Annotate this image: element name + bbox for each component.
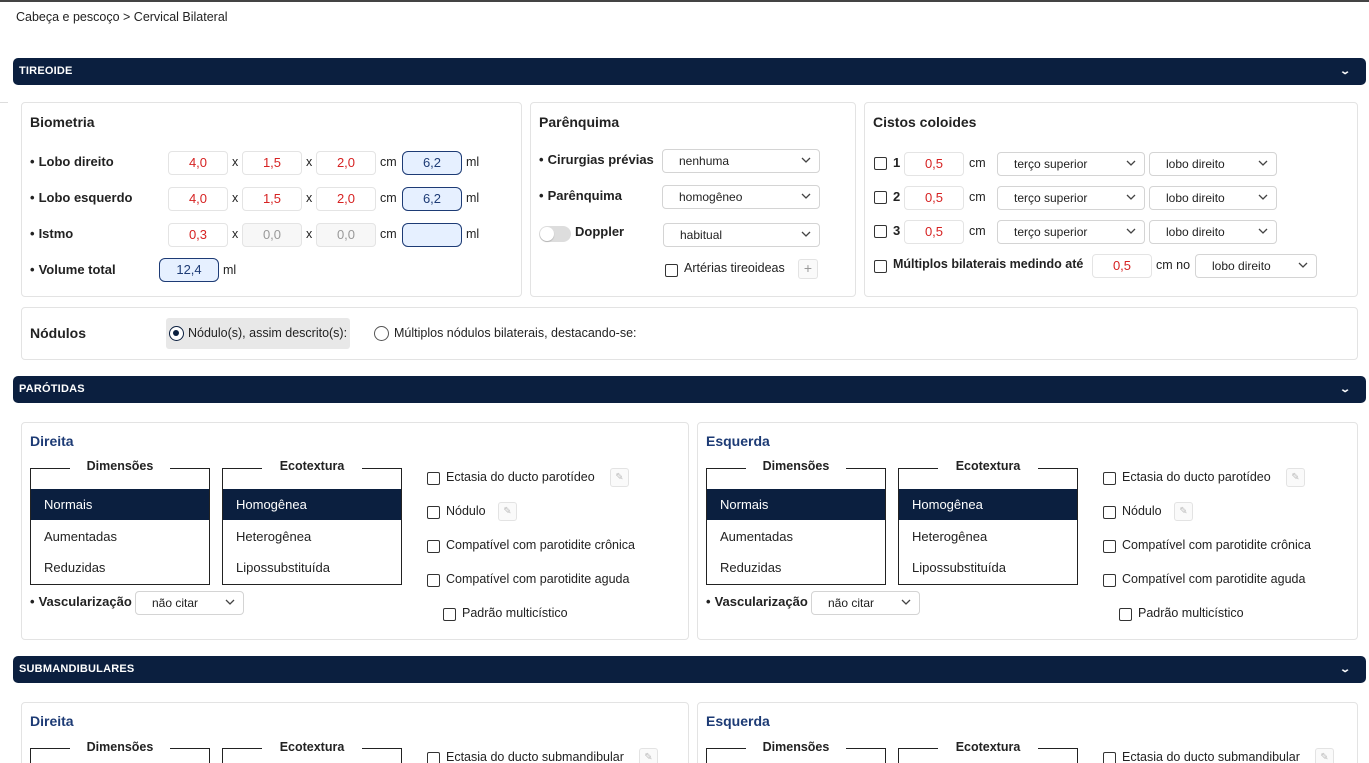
parotida-check-label: Compatível com parotidite aguda [446,572,630,586]
parotida-check-label: Ectasia do ducto parotídeo [446,470,595,484]
istmo-width-field[interactable]: 0,0 [242,223,302,247]
cisto-position-select[interactable] [997,186,1145,210]
cisto-side-select[interactable] [1149,220,1277,244]
unit-ml: ml [466,191,480,205]
cisto-position-value: terço superior [1014,191,1088,205]
lobo-direito-volume-field[interactable]: 6,2 [402,151,462,175]
cisto-size-field[interactable]: 0,5 [904,220,964,244]
vascularizacao-value: não citar [152,596,199,610]
cisto-side-select[interactable] [1149,152,1277,176]
biometria-title: Biometria [30,114,95,130]
caret-down-icon [901,599,911,605]
cisto-side-value: lobo direito [1166,191,1225,205]
cirurgias-label: • Cirurgias prévias [539,152,654,167]
lobo-esquerdo-depth-field[interactable]: 2,0 [316,187,376,211]
dimensoes-option[interactable]: Reduzidas [720,560,782,575]
ecotextura-legend: Ecotextura [938,459,1038,473]
istmo-label: • Istmo [30,226,74,241]
doppler-label: Doppler [575,224,625,239]
cisto-position-value: terço superior [1014,157,1088,171]
multiplos-label: Múltiplos bilaterais medindo até [893,257,1084,271]
volume-total-label: • Volume total [30,262,116,277]
doppler-select[interactable] [663,223,820,247]
cisto-size-field[interactable]: 0,5 [904,152,964,176]
ectasia-label: Ectasia do ducto submandibular [446,750,624,763]
parotida-esquerda-title: Esquerda [706,433,770,449]
caret-down-icon [801,231,811,237]
cisto-checkbox[interactable] [874,225,887,238]
parenquima-title: Parênquima [539,114,620,130]
ectasia-checkbox[interactable] [1103,752,1116,763]
breadcrumb: Cabeça e pescoço > Cervical Bilateral [16,10,228,24]
parotida-check-label: Compatível com parotidite crônica [1122,538,1311,552]
ecotextura-option[interactable]: Homogênea [223,489,401,520]
parotida-checkbox[interactable] [427,574,440,587]
ecotextura-option[interactable]: Heterogênea [912,529,988,544]
istmo-length-field[interactable]: 0,3 [168,223,228,247]
unit-cm: cm [969,224,986,238]
doppler-value: habitual [680,228,723,242]
ecotextura-option[interactable]: Lipossubstituída [912,560,1006,575]
cisto-number: 2 [893,189,901,204]
nodulos-title: Nódulos [30,325,86,341]
parotida-check-label: Compatível com parotidite aguda [1122,572,1306,586]
lobo-direito-label: • Lobo direito [30,154,114,169]
arterias-checkbox[interactable] [665,264,678,277]
unit-cm: cm [969,156,986,170]
multiplos-side-select[interactable] [1195,254,1317,278]
parotida-checkbox[interactable] [1103,472,1116,485]
dimensoes-legend: Dimensões [746,740,846,754]
edit-icon[interactable]: ✎ [1315,748,1334,763]
parotida-checkbox[interactable] [427,472,440,485]
unit-ml: ml [466,155,480,169]
parenquima-label: • Parênquima [539,188,622,203]
multiplos-checkbox[interactable] [874,260,887,273]
multiplos-unit: cm no [1156,258,1191,272]
dimensoes-option[interactable]: Normais [707,489,885,520]
unit-ml: ml [223,263,237,277]
edit-icon[interactable]: ✎ [639,748,658,763]
caret-down-icon [1298,262,1308,268]
section-header-tireoide[interactable] [13,58,1366,85]
cisto-position-select[interactable] [997,220,1145,244]
cisto-size-field[interactable]: 0,5 [904,186,964,210]
parotida-checkbox[interactable] [1103,540,1116,553]
ectasia-checkbox[interactable] [427,752,440,763]
nodulos-radio-2[interactable] [374,326,389,341]
divider [0,102,8,103]
lobo-esquerdo-length-field[interactable]: 4,0 [168,187,228,211]
caret-down-icon [801,157,811,163]
edit-icon[interactable]: ✎ [1174,502,1193,521]
multicistico-label: Padrão multicístico [462,606,568,620]
cirurgias-select[interactable] [662,149,820,173]
parotida-check-label: Nódulo [1122,504,1162,518]
dimensoes-legend: Dimensões [70,740,170,754]
vascularizacao-select[interactable] [135,591,244,615]
parotida-checkbox[interactable] [1103,506,1116,519]
nodulos-option-1-label: Nódulo(s), assim descrito(s): [188,326,348,340]
plus-icon[interactable]: + [798,259,818,279]
ecotextura-option[interactable]: Heterogênea [236,529,312,544]
dimensoes-legend: Dimensões [746,459,846,473]
ecotextura-listbox[interactable] [222,468,402,585]
lobo-esquerdo-width-field[interactable]: 1,5 [242,187,302,211]
parotida-direita-title: Direita [30,433,74,449]
parotida-check-label: Nódulo [446,504,486,518]
caret-down-icon [1258,160,1268,166]
chevron-down-icon[interactable]: ⌄ [1339,384,1352,395]
ecotextura-legend: Ecotextura [938,740,1038,754]
dimensoes-option[interactable]: Aumentadas [720,529,793,544]
section-header-submandibulares[interactable] [13,656,1366,683]
caret-down-icon [1126,228,1136,234]
cisto-checkbox[interactable] [874,191,887,204]
vascularizacao-select[interactable] [811,591,920,615]
ecotextura-listbox[interactable] [898,468,1078,585]
nodulos-radio-1[interactable] [169,326,184,341]
dimensoes-option[interactable]: Aumentadas [44,529,117,544]
cisto-position-select[interactable] [997,152,1145,176]
volume-total-field[interactable]: 12,4 [159,258,219,282]
multicistico-checkbox[interactable] [1119,608,1132,621]
unit-cm: cm [380,227,397,241]
ecotextura-legend: Ecotextura [262,459,362,473]
times-sign: x [306,155,313,169]
lobo-esquerdo-volume-field[interactable]: 6,2 [402,187,462,211]
cisto-side-value: lobo direito [1166,225,1225,239]
parenquima-value: homogêneo [679,190,743,204]
caret-down-icon [1126,160,1136,166]
times-sign: x [232,155,239,169]
caret-down-icon [225,599,235,605]
cisto-side-select[interactable] [1149,186,1277,210]
vascularizacao-value: não citar [828,596,875,610]
edit-icon[interactable]: ✎ [610,468,629,487]
caret-down-icon [1258,228,1268,234]
vascularizacao-label: • Vascularização [30,594,132,609]
multicistico-label: Padrão multicístico [1138,606,1244,620]
times-sign: x [306,191,313,205]
cisto-position-value: terço superior [1014,225,1088,239]
unit-cm: cm [380,155,397,169]
lobo-direito-length-field[interactable]: 4,0 [168,151,228,175]
parotida-checkbox[interactable] [427,540,440,553]
cisto-side-value: lobo direito [1166,157,1225,171]
parotida-check-label: Ectasia do ducto parotídeo [1122,470,1271,484]
dimensoes-option[interactable]: Normais [31,489,209,520]
lobo-direito-width-field[interactable]: 1,5 [242,151,302,175]
caret-down-icon [1126,194,1136,200]
dimensoes-option[interactable]: Reduzidas [44,560,106,575]
section-title: TIREOIDE [19,65,73,77]
caret-down-icon [801,193,811,199]
dimensoes-listbox[interactable] [30,468,210,585]
unit-cm: cm [969,190,986,204]
dimensoes-legend: Dimensões [70,459,170,473]
parotida-checkbox[interactable] [427,506,440,519]
section-header-parotidas[interactable] [13,376,1366,403]
istmo-depth-field[interactable]: 0,0 [316,223,376,247]
cisto-number: 3 [893,223,901,238]
istmo-volume-field[interactable] [402,223,462,247]
unit-cm: cm [380,191,397,205]
parenquima-select[interactable] [662,185,820,209]
ecotextura-option[interactable]: Lipossubstituída [236,560,330,575]
edit-icon[interactable]: ✎ [498,502,517,521]
ecotextura-legend: Ecotextura [262,740,362,754]
section-title: SUBMANDIBULARES [19,663,135,675]
submand-direita-title: Direita [30,713,74,729]
lobo-direito-depth-field[interactable]: 2,0 [316,151,376,175]
dimensoes-listbox[interactable] [706,468,886,585]
cistos-title: Cistos coloides [873,114,977,130]
doppler-toggle[interactable] [539,226,571,242]
times-sign: x [232,227,239,241]
nodulos-option-2-label: Múltiplos nódulos bilaterais, destacando-se: [394,326,637,340]
cisto-number: 1 [893,155,901,170]
section-title: PARÓTIDAS [19,383,85,395]
vascularizacao-label: • Vascularização [706,594,808,609]
ecotextura-option[interactable]: Homogênea [899,489,1077,520]
parotida-check-label: Compatível com parotidite crônica [446,538,635,552]
parotida-checkbox[interactable] [1103,574,1116,587]
caret-down-icon [1258,194,1268,200]
multiplos-size-field[interactable]: 0,5 [1092,254,1152,278]
edit-icon[interactable]: ✎ [1286,468,1305,487]
times-sign: x [306,227,313,241]
times-sign: x [232,191,239,205]
chevron-down-icon[interactable]: ⌄ [1339,66,1352,77]
arterias-label: Artérias tireoideas [684,261,785,275]
multicistico-checkbox[interactable] [443,608,456,621]
chevron-down-icon[interactable]: ⌄ [1339,664,1352,675]
submand-esquerda-title: Esquerda [706,713,770,729]
multiplos-side-value: lobo direito [1212,259,1271,273]
cirurgias-value: nenhuma [679,154,730,168]
ectasia-label: Ectasia do ducto submandibular [1122,750,1300,763]
unit-ml: ml [466,227,480,241]
lobo-esquerdo-label: • Lobo esquerdo [30,190,133,205]
cisto-checkbox[interactable] [874,157,887,170]
